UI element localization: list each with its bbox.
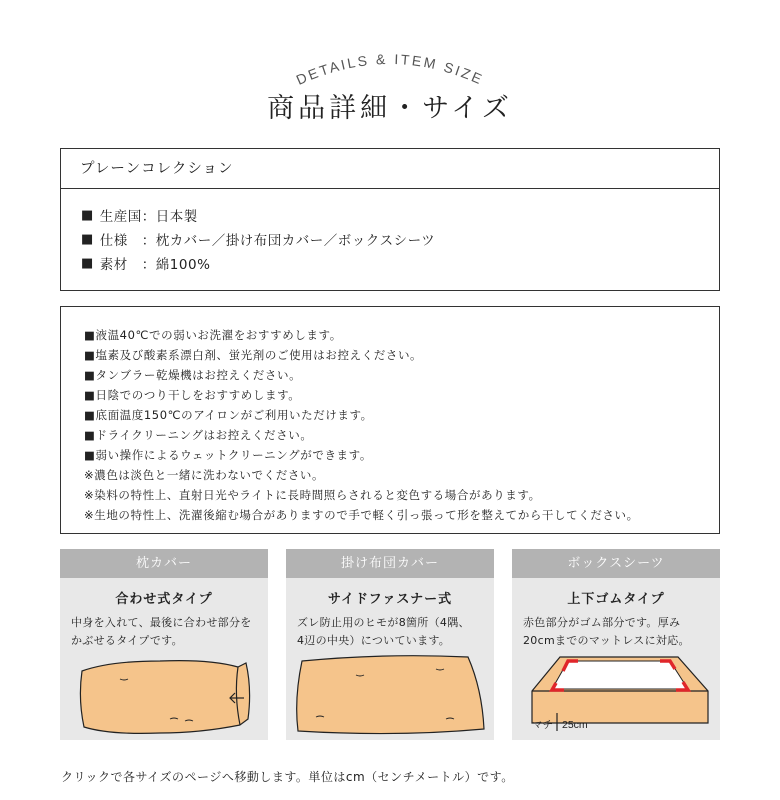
duvet-cover-size-card[interactable] — [286, 549, 494, 740]
spec-separator: ： — [141, 257, 156, 273]
square-bullet-icon: ■ — [81, 231, 94, 247]
card-description-line: ズレ防止用のヒモが8箇所（4隅、 — [297, 616, 470, 629]
arc-subtitle-text: DETAILS & ITEM SIZE — [293, 50, 487, 88]
care-item: ■塩素及び酸素系漂白剤、蛍光剤のご使用はお控えください。 — [84, 348, 423, 362]
card-title: ボックスシーツ — [512, 549, 720, 578]
mach-label: マチ — [532, 719, 553, 731]
product-spec-box — [60, 148, 720, 291]
card-description-line: 赤色部分がゴム部分です。厚み — [523, 616, 681, 629]
care-item: ■日陰でのつり干しをおすすめします。 — [84, 388, 301, 402]
spec-separator: ： — [141, 209, 156, 225]
card-description — [523, 614, 720, 650]
spec-row-origin — [81, 203, 719, 227]
spec-value: 日本製 — [155, 209, 198, 225]
care-note: ※濃色は淡色と一緒に洗わないでください。 — [84, 468, 325, 482]
care-item: ■ドライクリーニングはお控えください。 — [84, 428, 313, 442]
card-description — [297, 614, 494, 650]
spec-label: 生産国 — [99, 209, 142, 225]
duvet-illustration — [286, 649, 494, 740]
spec-value: 枕カバー／掛け布団カバー／ボックスシーツ — [155, 233, 436, 249]
care-item: ■タンブラー乾燥機はお控えください。 — [84, 368, 302, 382]
page-title: 商品詳細・サイズ — [267, 93, 513, 124]
spec-value: 綿100% — [155, 257, 211, 273]
pillow-illustration — [60, 649, 268, 740]
card-type: サイドファスナー式 — [327, 592, 453, 607]
care-item: ■液温40℃での弱いお洗濯をおすすめします。 — [84, 328, 342, 342]
svg-text:DETAILS & ITEM SIZE — [294, 51, 487, 88]
spec-row-material — [81, 251, 719, 275]
card-title: 枕カバー — [60, 549, 268, 578]
card-description-line: 4辺の中央）についています。 — [297, 634, 451, 647]
card-type: 合わせ式タイプ — [115, 592, 213, 607]
pillowcase-size-card[interactable] — [60, 549, 268, 740]
card-title: 掛け布団カバー — [286, 549, 494, 578]
square-bullet-icon: ■ — [81, 255, 94, 271]
care-note: ※染料の特性上、直射日光やライトに長時間照らされると変色する場合があります。 — [84, 488, 541, 502]
box-sheet-illustration — [512, 649, 720, 740]
collection-name: プレーンコレクション — [61, 149, 719, 189]
arc-subtitle — [0, 28, 780, 88]
care-note: ※生地の特性上、洗濯後縮む場合がありますので手で軽く引っ張って形を整えてから干してください。 — [84, 508, 639, 522]
spec-separator: ： — [141, 233, 156, 249]
spec-row-spec — [81, 227, 719, 251]
mach-value: 25cm — [562, 719, 588, 731]
spec-label: 仕様 — [99, 233, 128, 249]
spec-label: 素材 — [99, 257, 128, 273]
care-item: ■弱い操作によるウェットクリーニングができます。 — [84, 448, 372, 462]
card-description — [71, 614, 268, 650]
care-instructions-box — [60, 306, 720, 534]
care-item: ■底面温度150℃のアイロンがご利用いただけます。 — [84, 408, 373, 422]
card-type: 上下ゴムタイプ — [567, 592, 665, 607]
box-sheet-size-card[interactable] — [512, 549, 720, 740]
square-bullet-icon: ■ — [81, 207, 94, 223]
footer-note: クリックで各サイズのページへ移動します。単位はcm（センチメートル）です。 — [61, 770, 514, 784]
card-description-line: 20cmまでのマットレスに対応。 — [523, 634, 690, 647]
card-description-line: 中身を入れて、最後に合わせ部分を — [71, 616, 252, 629]
card-description-line: かぶせるタイプです。 — [71, 634, 183, 647]
